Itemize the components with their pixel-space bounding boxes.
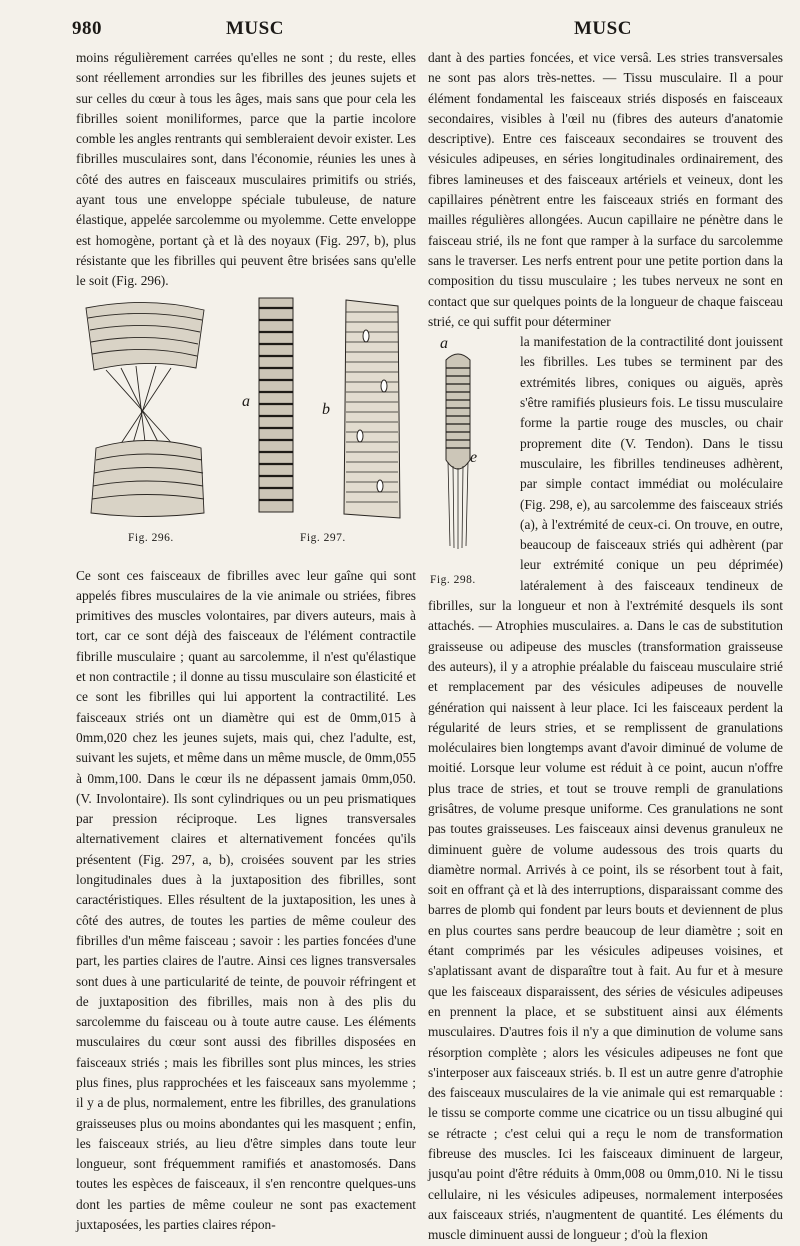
page-number: 980 [72, 18, 102, 39]
fig-297a-illustration [251, 296, 301, 516]
figure-row-296-297 [76, 296, 416, 558]
left-paragraph-2: Ce sont ces faisceaux de fibrilles avec leur gaîne qui sont appelés fibres musculaires de la vie animale ou striées, fibres primitives des muscles volontaires, par divers auteurs, mais à tort, car ce sont déjà des faisceaux de l'élément contractile fibrille musculaire ; quant au sarcolemme, il n'est qu'élastique et non contractile ; il donne au tissu musculaire son élasticité et ce sont les fibrilles qui lui apportent la contractilité. Les faisceaux striés ont un diamètre qui est de 0mm,015 à 0mm,020 chez les jeunes sujets, mais qui, chez l'adulte, est, suivant les sujets, et même dans un même muscle, de 0mm,055 à 0mm,100. Dans le cœur ils ne dépassent jamais 0mm,050. (V. Involontaire). Ils sont cylindriques ou un peu prismatiques par pression réciproque. Les lignes transversales alternativement claires et alternativement foncées qu'ils présentent (Fig. 297, a, b), croisées souvent par les stries longitudinales dues à la juxtaposition des fibrilles, sont caractéristiques. Elles résultent de la juxtaposition, les unes à côté des autres, de toutes les parties de même couleur des fibrilles d'un même faisceau ; savoir : les parties foncées d'une part, les parties claires de l'autre. Ainsi ces lignes transversales sont dues à une particularité de teinte, de pouvoir réfringent et de juxtaposition des fibrilles, mais non à des plis du sarcolemme du faisceau ou à toute autre cause. Les éléments musculaires du cœur sont aussi des fibrilles disposées en faisceaux striés ; mais les fibrilles sont plus minces, les stries plus fines, plus rapprochées et les faisceaux sans myolemme ; il y a de plus, normalement, entre les fibrilles, des granulations graisseuses plus ou moins abondantes qui les masquent ; enfin, les faisceaux striés, au lieu d'être simples dans toute leur longueur, sont fréquemment ramifiés et anastomosés. Dans toutes les espèces de faisceaux, il s'en rencontre quelques-uns dont les parties de même couleur ne sont pas exactement juxtaposées, les parties claires répon- [76, 567, 416, 1233]
fig-297-label-b: b [322, 400, 330, 418]
fig-296-illustration [76, 298, 216, 523]
page-header [72, 18, 782, 48]
figure-298 [428, 336, 514, 592]
running-head-left: MUSC [226, 18, 284, 39]
right-paragraph-1: dant à des parties foncées, et vice versâ. Les stries transversales ne sont pas alors très-nettes. — Tissu musculaire. Il a pour élément fondamental les faisceaux striés disposés en faisceaux secondaires, visibles à l'œil nu (fibres des auteurs d'anatomie descriptive). Entre ces faisceaux secondaires se trouvent des vésicules adipeuses, en séries longitudinales ordinairement, des fibres lamineuses et des faisceaux artériels et veineux, dont les capillaires pénètrent entre les faisceaux striés en formant des mailles régulières allongées. Aucun capillaire ne pénètre dans le faisceau strié, ils ne font que ramper à la surface du sarcolemme sans le traverser. Les nerfs entrent pour une petite portion dans la composition du tissu musculaire ; les tubes nerveux ne sont en contact que sur quelques points de la longueur de chaque faisceau strié, ce qui suffit pour déterminer [428, 50, 783, 329]
fig-296-caption: Fig. 296. [128, 531, 174, 544]
left-paragraph-1: moins régulièrement carrées qu'elles ne sont ; du reste, elles sont réellement arrondies sur les fibrilles des jeunes sujets et sur celles du cœur à tous les âges, mais sans que pour cela les fibrilles soient moniliformes, parce que la partie incolore comble les angles rentrants qui sembleraient devoir exister. Les fibrilles musculaires sont, dans l'économie, réunies les unes à côté des autres en faisceaux musculaires primitifs ou striés, ayant tous une enveloppe spéciale tubuleuse, de nature élastique, appelée sarcolemme ou myolemme. Cette enveloppe est homogène, portant çà et là des noyaux (Fig. 297, b), plus résistante que les fibrilles qui peuvent être brisées sans qu'elle le soit (Fig. 296). [76, 50, 416, 289]
fig-297b-illustration [336, 296, 408, 521]
fig-297-caption: Fig. 297. [300, 531, 346, 544]
running-head-right: MUSC [574, 18, 632, 39]
fig-298-label-e: e [470, 449, 478, 467]
fig-297-label-a: a [242, 392, 250, 410]
right-paragraph-2: la manifestation de la contractilité dont jouissent les fibrilles. Les tubes se terminent par des extrémités libres, coniques ou aiguës, après s'être ramifiés plusieurs fois. Le tissu musculaire forme la partie rouge des muscles, ou chair proprement dite (V. Tendon). Dans le tissu musculaire, les fibrilles tendineuses adhèrent, par simple contact immédiat ou moléculaire (Fig. 298, e), au sarcolemme des faisceaux striés (a), à l'extrémité de ceux-ci. On trouve, en outre, beaucoup de faisceaux striés qui adhèrent (par leur extrémité conique un peu déprimée) latéralement à des faisceaux tendineux de fibrilles, sur la longueur et non à l'extrémité desquels ils sont attachés. — Atrophies musculaires. a. Dans le cas de substitution graisseuse ou adipeuse des muscles (transformation graisseuse des auteurs), il y a atrophie préalable du faisceau musculaire strié et remplacement par des vésicules adipeuses de nouvelle génération qui naissent à leur place. Ici les faisceaux perdent la régularité de leurs stries, et se remplissent de granulations moléculaires bien longtemps avant d'avoir diminué de volume de moitié. Lorsque leur volume est réduit à ce point, aucun n'offre plus trace de stries, et tout se trouve rempli de granulations grisâtres, de volume presque uniforme. Ces granulations ne sont pas toutes graisseuses. Les faisceaux ainsi devenus granuleux ne diminuent guère de volume audessous des trois quarts du diamètre normal. Arrivés à ce point, ils se résorbent tout à fait, soit en offrant çà et là des interruptions, disparaissant comme des barres de plomb qui fondent par leurs bouts et deviennent de plus en plus courtes sans perdre beaucoup de leur diamètre ; soit en étant comprimés par les vésicules adipeuses voisines, et s'aplatissant avant de disparaître tout à fait. Au fur et à mesure que les faisceaux disparaissent, des séries de vésicules adipeuses en prennent la place, et se substituent ainsi aux éléments musculaires. D'autres fois il n'y a que diminution de volume sans résorption complète ; alors les vésicules adipeuses ne font que s'interposer aux faisceaux striés. b. Il est un autre genre d'atrophie des faisceaux musculaires de la vie animale qui est remarquable : le tissu se comporte comme une cicatrice ou un tissu albuginé qui se rétracte ; c'est celui qui a reçu le nom de transformation fibreuse des muscles. Ici les faisceaux diminuent de largeur, jusqu'au point d'être réduits à 0mm,008 ou 0mm,010. Ni le tissu cellulaire, ni les vésicules adipeuses, normalement interposées aux faisceaux striés, n'augmentent de quantité. Les éléments du muscle diminuent aussi de longueur ; d'où la flexion [428, 334, 783, 1243]
left-column [76, 48, 416, 1235]
fig-298-caption: Fig. 298. [430, 574, 476, 587]
fig-298-label-a: a [440, 335, 448, 353]
right-column [428, 48, 783, 1246]
